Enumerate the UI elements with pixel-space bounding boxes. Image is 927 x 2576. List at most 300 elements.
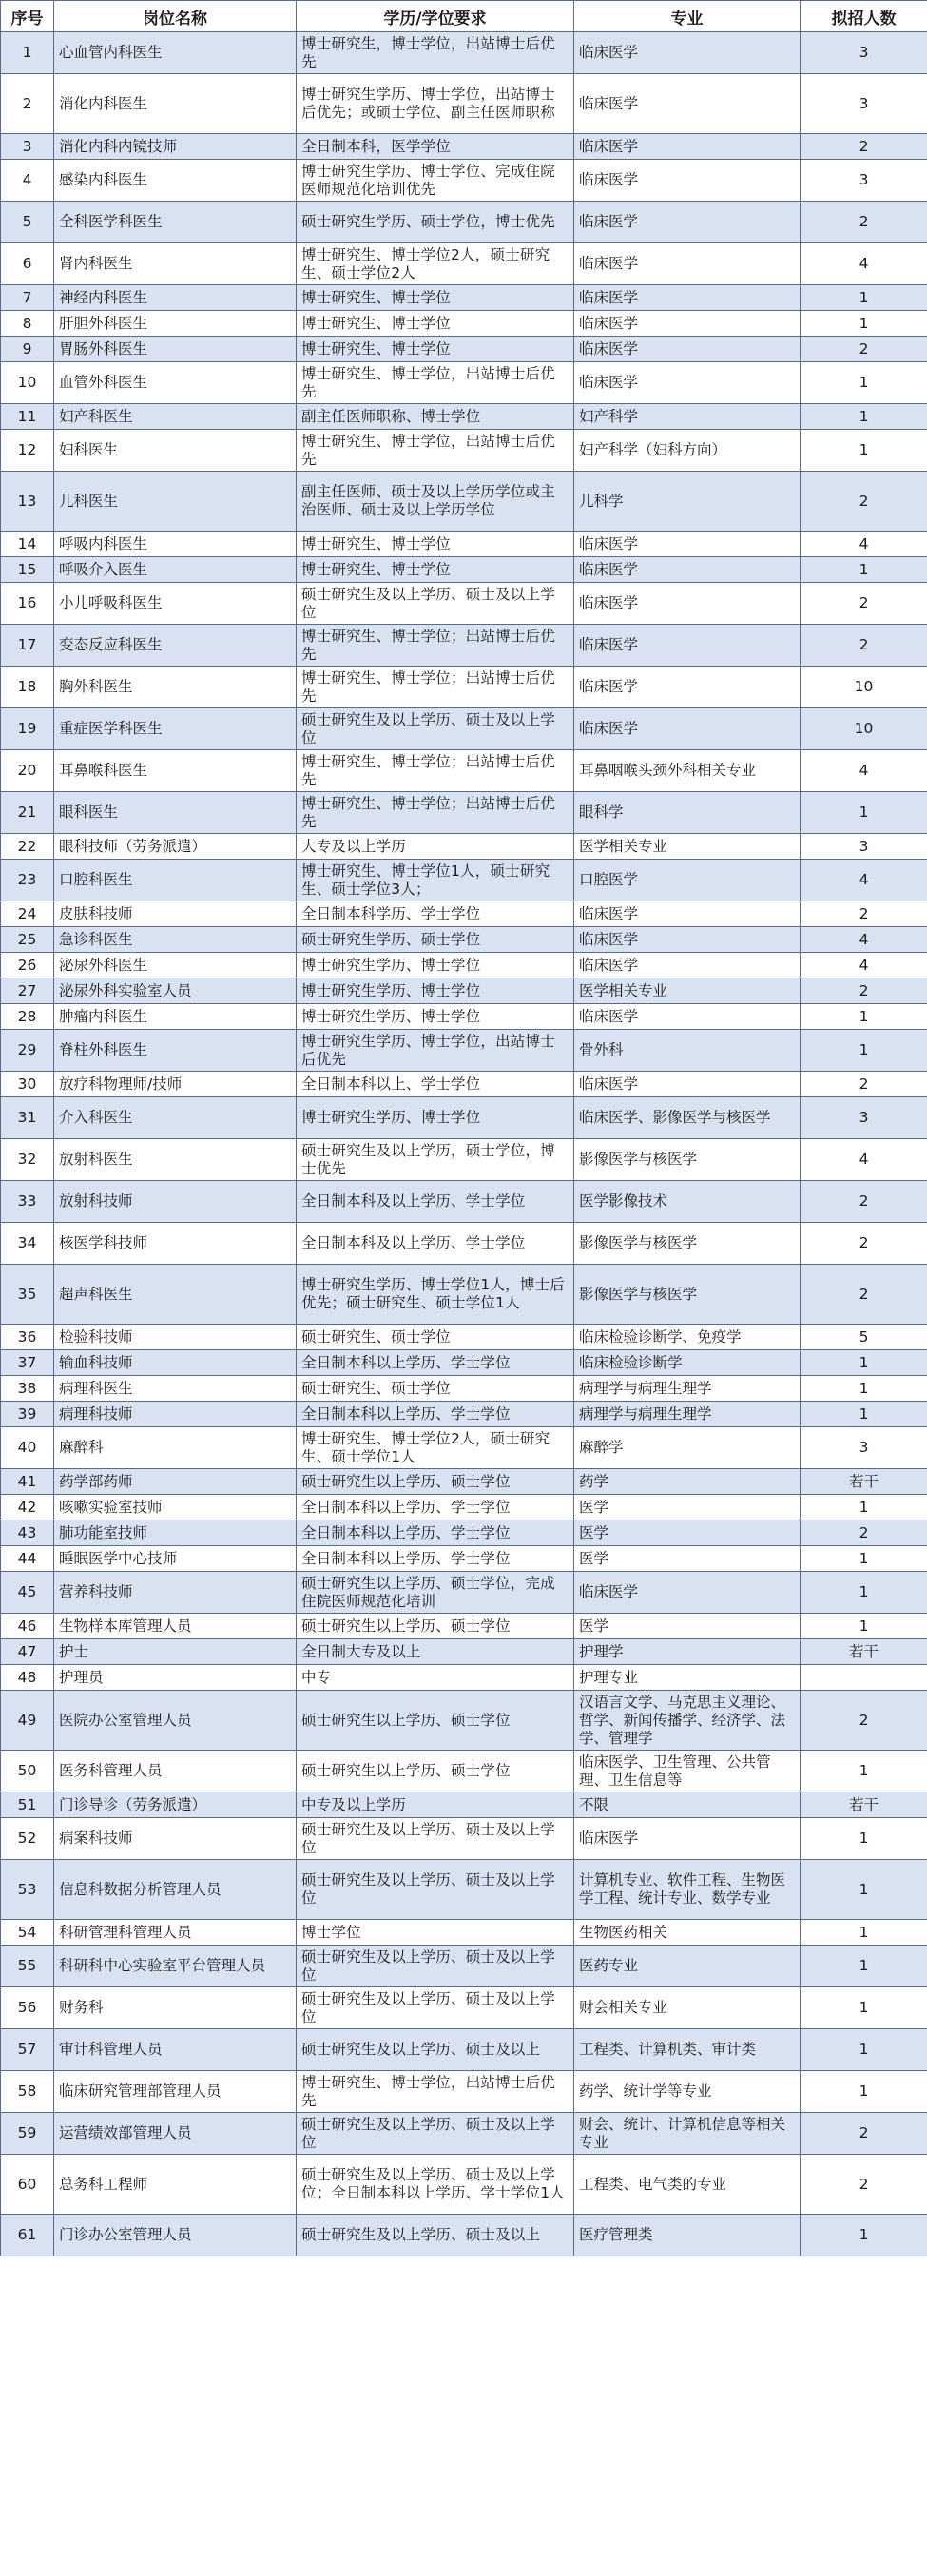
cell-req: 硕士研究生、硕士学位: [297, 1325, 574, 1350]
table-row: [1, 337, 927, 362]
cell-count: 2: [801, 1181, 927, 1223]
table-row: [1, 557, 927, 583]
cell-count: 4: [801, 1139, 927, 1181]
cell-count: 1: [801, 1920, 927, 1946]
cell-no: 15: [1, 557, 54, 583]
cell-major: 临床医学: [574, 708, 801, 750]
cell-count: 4: [801, 532, 927, 557]
cell-name: 临床研究管理部管理人员: [54, 2071, 297, 2113]
cell-req: 博士研究生、博士学位: [297, 557, 574, 583]
cell-count: 2: [801, 1265, 927, 1325]
cell-req: 博士研究生学历、博士学位，出站博士后优先；或硕士学位、副主任医师职称: [297, 74, 574, 134]
cell-name: 胸外科医生: [54, 667, 297, 708]
cell-no: 11: [1, 404, 54, 430]
cell-req: 博士研究生、博士学位2人，硕士研究生、硕士学位1人: [297, 1427, 574, 1469]
cell-req: 硕士研究生以上学历、硕士学位，完成住院医师规范化培训: [297, 1572, 574, 1614]
cell-major: 影像医学与核医学: [574, 1223, 801, 1265]
cell-no: 44: [1, 1546, 54, 1572]
cell-name: 科研科中心实验室平台管理人员: [54, 1946, 297, 1987]
cell-major: 临床医学: [574, 311, 801, 337]
table-row: [1, 2029, 927, 2071]
cell-no: 31: [1, 1097, 54, 1139]
table-row: [1, 583, 927, 625]
cell-count: 4: [801, 243, 927, 285]
cell-no: 13: [1, 472, 54, 532]
cell-req: 全日制本科以上学历、学士学位: [297, 1495, 574, 1520]
cell-name: 放射科技师: [54, 1181, 297, 1223]
cell-req: 副主任医师、硕士及以上学历学位或主治医师、硕士及以上学历学位: [297, 472, 574, 532]
cell-req: 博士研究生、博士学位；出站博士后优先: [297, 792, 574, 834]
cell-req: 博士研究生、博士学位1人，硕士研究生、硕士学位3人；: [297, 860, 574, 901]
cell-major: 临床医学: [574, 901, 801, 927]
cell-major: 影像医学与核医学: [574, 1139, 801, 1181]
cell-major: 临床医学: [574, 1572, 801, 1614]
cell-name: 睡眠医学中心技师: [54, 1546, 297, 1572]
table-row: [1, 74, 927, 134]
cell-req: 硕士研究生及以上学历、硕士及以上学位；全日制本科以上学历、学士学位1人: [297, 2155, 574, 2215]
cell-major: 医学: [574, 1520, 801, 1546]
cell-no: 4: [1, 160, 54, 202]
cell-major: 临床医学: [574, 134, 801, 160]
cell-no: 41: [1, 1469, 54, 1495]
cell-count: 2: [801, 2155, 927, 2215]
cell-req: 博士研究生、博士学位: [297, 337, 574, 362]
table-row: [1, 1920, 927, 1946]
table-row: [1, 927, 927, 953]
cell-count: 2: [801, 2113, 927, 2155]
table-row: [1, 1860, 927, 1920]
cell-req: 硕士研究生及以上学历、硕士及以上学位: [297, 1987, 574, 2029]
cell-name: 妇产科医生: [54, 404, 297, 430]
cell-name: 眼科医生: [54, 792, 297, 834]
cell-no: 1: [1, 32, 54, 74]
cell-count: 4: [801, 750, 927, 792]
cell-count: 若干: [801, 1639, 927, 1665]
cell-name: 药学部药师: [54, 1469, 297, 1495]
cell-major: 麻醉学: [574, 1427, 801, 1469]
cell-req: 硕士研究生及以上学历、硕士及以上学位: [297, 1946, 574, 1987]
cell-major: 生物医药相关: [574, 1920, 801, 1946]
cell-no: 10: [1, 362, 54, 404]
cell-req: 全日制本科及以上学历、学士学位: [297, 1223, 574, 1265]
cell-major: 眼科学: [574, 792, 801, 834]
cell-req: 博士研究生、博士学位，出站博士后优先: [297, 362, 574, 404]
cell-name: 脊柱外科医生: [54, 1030, 297, 1072]
cell-no: 58: [1, 2071, 54, 2113]
cell-name: 医务科管理人员: [54, 1751, 297, 1792]
cell-major: 临床医学: [574, 1004, 801, 1030]
cell-count: 1: [801, 1860, 927, 1920]
cell-req: 硕士研究生以上学历、硕士学位: [297, 1751, 574, 1792]
cell-name: 肝胆外科医生: [54, 311, 297, 337]
cell-major: 临床医学: [574, 160, 801, 202]
cell-req: 中专及以上学历: [297, 1792, 574, 1818]
cell-count: 3: [801, 32, 927, 74]
cell-count: 1: [801, 404, 927, 430]
cell-major: 医学: [574, 1495, 801, 1520]
cell-name: 耳鼻喉科医生: [54, 750, 297, 792]
cell-name: 口腔科医生: [54, 860, 297, 901]
cell-count: 3: [801, 74, 927, 134]
cell-count: 2: [801, 134, 927, 160]
cell-no: 26: [1, 953, 54, 978]
cell-major: 临床医学: [574, 1072, 801, 1097]
cell-req: 硕士研究生以上学历、硕士学位: [297, 1614, 574, 1639]
cell-name: 消化内科内镜技师: [54, 134, 297, 160]
cell-req: 全日制本科及以上学历、学士学位: [297, 1181, 574, 1223]
cell-name: 审计科管理人员: [54, 2029, 297, 2071]
header-no: 序号: [1, 1, 54, 32]
table-row: [1, 1818, 927, 1860]
cell-count: 1: [801, 1350, 927, 1376]
cell-count: 1: [801, 2215, 927, 2256]
table-row: [1, 1097, 927, 1139]
cell-name: 儿科医生: [54, 472, 297, 532]
cell-req: 硕士研究生及以上学历、硕士及以上学位: [297, 2113, 574, 2155]
cell-req: 全日制本科以上、学士学位: [297, 1072, 574, 1097]
table-row: [1, 625, 927, 667]
cell-count: 5: [801, 1325, 927, 1350]
cell-req: 博士研究生、博士学位: [297, 285, 574, 311]
cell-no: 60: [1, 2155, 54, 2215]
cell-count: 1: [801, 1614, 927, 1639]
cell-major: 护理学: [574, 1639, 801, 1665]
cell-major: 病理学与病理生理学: [574, 1402, 801, 1427]
header-count: 拟招人数: [801, 1, 927, 32]
cell-no: 57: [1, 2029, 54, 2071]
cell-no: 30: [1, 1072, 54, 1097]
cell-name: 咳嗽实验室技师: [54, 1495, 297, 1520]
table-row: [1, 1614, 927, 1639]
cell-req: 硕士研究生及以上学历，硕士学位，博士优先: [297, 1139, 574, 1181]
table-row: [1, 1181, 927, 1223]
cell-name: 护理员: [54, 1665, 297, 1691]
cell-name: 感染内科医生: [54, 160, 297, 202]
cell-name: 呼吸内科医生: [54, 532, 297, 557]
cell-count: 2: [801, 472, 927, 532]
cell-count: 4: [801, 953, 927, 978]
cell-name: 小儿呼吸科医生: [54, 583, 297, 625]
cell-req: 硕士研究生及以上学历、硕士及以上学位: [297, 1818, 574, 1860]
header-req: 学历/学位要求: [297, 1, 574, 32]
cell-no: 45: [1, 1572, 54, 1614]
cell-name: 输血科技师: [54, 1350, 297, 1376]
cell-name: 科研管理科管理人员: [54, 1920, 297, 1946]
cell-count: 2: [801, 1072, 927, 1097]
cell-req: 全日制本科以上学历、学士学位: [297, 1546, 574, 1572]
cell-count: 1: [801, 557, 927, 583]
table-row: [1, 1987, 927, 2029]
cell-name: 超声科医生: [54, 1265, 297, 1325]
cell-req: 中专: [297, 1665, 574, 1691]
table-row: [1, 285, 927, 311]
cell-count: 1: [801, 285, 927, 311]
cell-no: 6: [1, 243, 54, 285]
cell-count: 1: [801, 2029, 927, 2071]
cell-no: 14: [1, 532, 54, 557]
table-row: [1, 1691, 927, 1751]
cell-major: 临床医学: [574, 202, 801, 243]
table-row: [1, 1427, 927, 1469]
cell-major: 临床医学: [574, 74, 801, 134]
cell-req: 博士研究生、博士学位，出站博士后优先: [297, 2071, 574, 2113]
cell-no: 35: [1, 1265, 54, 1325]
cell-name: 肾内科医生: [54, 243, 297, 285]
cell-req: 硕士研究生、硕士学位: [297, 1376, 574, 1402]
cell-major: 临床医学、影像医学与核医学: [574, 1097, 801, 1139]
cell-count: 1: [801, 1546, 927, 1572]
cell-no: 5: [1, 202, 54, 243]
cell-req: 博士研究生学历、博士学位: [297, 1004, 574, 1030]
table-row: [1, 134, 927, 160]
cell-count: 1: [801, 311, 927, 337]
cell-no: 52: [1, 1818, 54, 1860]
cell-major: 临床医学、卫生管理、公共管理、卫生信息等: [574, 1751, 801, 1792]
cell-no: 56: [1, 1987, 54, 2029]
cell-req: 博士研究生、博士学位；出站博士后优先: [297, 750, 574, 792]
cell-major: 临床医学: [574, 557, 801, 583]
cell-name: 血管外科医生: [54, 362, 297, 404]
cell-major: 临床医学: [574, 625, 801, 667]
cell-count: 2: [801, 978, 927, 1004]
cell-major: 临床医学: [574, 285, 801, 311]
cell-name: 眼科技师（劳务派遣）: [54, 834, 297, 860]
table-row: [1, 2215, 927, 2256]
table-row: [1, 1265, 927, 1325]
table-body: [1, 32, 927, 2256]
table-row: [1, 1004, 927, 1030]
cell-name: 放疗科物理师/技师: [54, 1072, 297, 1097]
cell-major: 临床医学: [574, 337, 801, 362]
table-row: [1, 1546, 927, 1572]
cell-req: 全日制本科，医学学位: [297, 134, 574, 160]
cell-major: 医学影像技术: [574, 1181, 801, 1223]
table-row: [1, 404, 927, 430]
cell-no: 55: [1, 1946, 54, 1987]
cell-count: 1: [801, 430, 927, 472]
header-major: 专业: [574, 1, 801, 32]
cell-major: 工程类、电气类的专业: [574, 2155, 801, 2215]
table-row: [1, 532, 927, 557]
cell-req: 博士研究生学历、博士学位: [297, 978, 574, 1004]
cell-count: 4: [801, 860, 927, 901]
cell-major: 医药专业: [574, 1946, 801, 1987]
cell-name: 泌尿外科实验室人员: [54, 978, 297, 1004]
table-row: [1, 1072, 927, 1097]
cell-count: 3: [801, 1097, 927, 1139]
cell-count: 2: [801, 337, 927, 362]
table-row: [1, 1946, 927, 1987]
cell-count: 2: [801, 1520, 927, 1546]
cell-no: 38: [1, 1376, 54, 1402]
cell-major: 临床医学: [574, 927, 801, 953]
cell-major: 临床医学: [574, 243, 801, 285]
header-row: [1, 1, 927, 32]
cell-req: 硕士研究生以上学历、硕士学位: [297, 1469, 574, 1495]
cell-count: 2: [801, 1223, 927, 1265]
cell-no: 25: [1, 927, 54, 953]
cell-major: 临床医学: [574, 953, 801, 978]
cell-name: 重症医学科医生: [54, 708, 297, 750]
table-row: [1, 1376, 927, 1402]
cell-no: 36: [1, 1325, 54, 1350]
table-row: [1, 1350, 927, 1376]
table-row: [1, 362, 927, 404]
cell-count: 1: [801, 1495, 927, 1520]
cell-major: 药学、统计学等专业: [574, 2071, 801, 2113]
cell-no: 49: [1, 1691, 54, 1751]
cell-name: 皮肤科技师: [54, 901, 297, 927]
cell-name: 生物样本库管理人员: [54, 1614, 297, 1639]
table-row: [1, 901, 927, 927]
table-row: [1, 2155, 927, 2215]
cell-major: 护理专业: [574, 1665, 801, 1691]
table-row: [1, 1495, 927, 1520]
cell-name: 全科医学科医生: [54, 202, 297, 243]
cell-major: 医疗管理类: [574, 2215, 801, 2256]
cell-req: 全日制本科以上学历、学士学位: [297, 1350, 574, 1376]
table-row: [1, 978, 927, 1004]
table-row: [1, 1572, 927, 1614]
cell-major: 病理学与病理生理学: [574, 1376, 801, 1402]
cell-major: 医学: [574, 1546, 801, 1572]
cell-count: 1: [801, 1987, 927, 2029]
cell-name: 病理科技师: [54, 1402, 297, 1427]
cell-count: 10: [801, 667, 927, 708]
cell-count: 1: [801, 362, 927, 404]
cell-req: 博士研究生学历、博士学位: [297, 953, 574, 978]
cell-no: 53: [1, 1860, 54, 1920]
cell-req: 硕士研究生及以上学历、硕士及以上学位: [297, 1860, 574, 1920]
cell-req: 大专及以上学历: [297, 834, 574, 860]
cell-major: 医学相关专业: [574, 978, 801, 1004]
cell-count: 1: [801, 1946, 927, 1987]
table-row: [1, 32, 927, 74]
cell-no: 23: [1, 860, 54, 901]
cell-req: 硕士研究生及以上学历、硕士及以上学位: [297, 708, 574, 750]
cell-count: 2: [801, 1691, 927, 1751]
cell-no: 2: [1, 74, 54, 134]
cell-no: 22: [1, 834, 54, 860]
cell-no: 48: [1, 1665, 54, 1691]
cell-no: 37: [1, 1350, 54, 1376]
cell-count: 1: [801, 1572, 927, 1614]
cell-no: 20: [1, 750, 54, 792]
cell-no: 9: [1, 337, 54, 362]
table-row: [1, 160, 927, 202]
table-row: [1, 311, 927, 337]
cell-name: 门诊办公室管理人员: [54, 2215, 297, 2256]
cell-req: 硕士研究生及以上学历、硕士及以上学位: [297, 583, 574, 625]
cell-count: 1: [801, 1004, 927, 1030]
cell-major: 不限: [574, 1792, 801, 1818]
cell-name: 护士: [54, 1639, 297, 1665]
cell-no: 27: [1, 978, 54, 1004]
cell-name: 妇科医生: [54, 430, 297, 472]
cell-major: 医学相关专业: [574, 834, 801, 860]
cell-req: 硕士研究生以上学历、硕士学位: [297, 1691, 574, 1751]
cell-req: 博士研究生、博士学位；出站博士后优先: [297, 625, 574, 667]
header-name: 岗位名称: [54, 1, 297, 32]
cell-req: 全日制本科以上学历、学士学位: [297, 1520, 574, 1546]
cell-no: 24: [1, 901, 54, 927]
cell-count: 4: [801, 927, 927, 953]
table-row: [1, 750, 927, 792]
cell-major: 骨外科: [574, 1030, 801, 1072]
cell-major: 临床医学: [574, 583, 801, 625]
cell-major: 临床检验诊断学、免疫学: [574, 1325, 801, 1350]
cell-name: 急诊科医生: [54, 927, 297, 953]
table-row: [1, 953, 927, 978]
cell-name: 核医学科技师: [54, 1223, 297, 1265]
cell-count: 2: [801, 583, 927, 625]
cell-no: 43: [1, 1520, 54, 1546]
cell-major: 临床医学: [574, 532, 801, 557]
cell-name: 肿瘤内科医生: [54, 1004, 297, 1030]
table-row: [1, 792, 927, 834]
cell-count: 3: [801, 160, 927, 202]
cell-major: 临床医学: [574, 32, 801, 74]
cell-name: 运营绩效部管理人员: [54, 2113, 297, 2155]
cell-req: 博士研究生学历、博士学位，出站博士后优先: [297, 1030, 574, 1072]
table-row: [1, 1520, 927, 1546]
table-row: [1, 243, 927, 285]
cell-count: [801, 1665, 927, 1691]
cell-name: 神经内科医生: [54, 285, 297, 311]
cell-no: 50: [1, 1751, 54, 1792]
cell-major: 影像医学与核医学: [574, 1265, 801, 1325]
cell-count: 2: [801, 625, 927, 667]
cell-name: 介入科医生: [54, 1097, 297, 1139]
cell-name: 放射科医生: [54, 1139, 297, 1181]
cell-no: 3: [1, 134, 54, 160]
cell-name: 变态反应科医生: [54, 625, 297, 667]
cell-count: 若干: [801, 1469, 927, 1495]
cell-no: 29: [1, 1030, 54, 1072]
table-row: [1, 1751, 927, 1792]
cell-no: 18: [1, 667, 54, 708]
cell-no: 34: [1, 1223, 54, 1265]
table-row: [1, 708, 927, 750]
cell-no: 54: [1, 1920, 54, 1946]
cell-major: 临床检验诊断学: [574, 1350, 801, 1376]
cell-name: 财务科: [54, 1987, 297, 2029]
cell-no: 17: [1, 625, 54, 667]
cell-count: 2: [801, 202, 927, 243]
cell-req: 硕士研究生学历、硕士学位，博士优先: [297, 202, 574, 243]
cell-major: 汉语言文学、马克思主义理论、哲学、新闻传播学、经济学、法学、管理学: [574, 1691, 801, 1751]
cell-req: 博士研究生、博士学位；出站博士后优先: [297, 667, 574, 708]
cell-req: 副主任医师职称、博士学位: [297, 404, 574, 430]
cell-count: 1: [801, 1751, 927, 1792]
cell-req: 博士研究生、博士学位，出站博士后优先: [297, 430, 574, 472]
table-row: [1, 1792, 927, 1818]
cell-no: 61: [1, 2215, 54, 2256]
cell-major: 财会、统计、计算机信息等相关专业: [574, 2113, 801, 2155]
cell-no: 28: [1, 1004, 54, 1030]
table-row: [1, 2113, 927, 2155]
cell-no: 59: [1, 2113, 54, 2155]
cell-req: 全日制本科以上学历、学士学位: [297, 1402, 574, 1427]
cell-count: 10: [801, 708, 927, 750]
cell-major: 口腔医学: [574, 860, 801, 901]
cell-name: 麻醉科: [54, 1427, 297, 1469]
cell-count: 3: [801, 834, 927, 860]
table-row: [1, 1402, 927, 1427]
cell-major: 工程类、计算机类、审计类: [574, 2029, 801, 2071]
table-row: [1, 1139, 927, 1181]
cell-major: 妇产科学（妇科方向）: [574, 430, 801, 472]
